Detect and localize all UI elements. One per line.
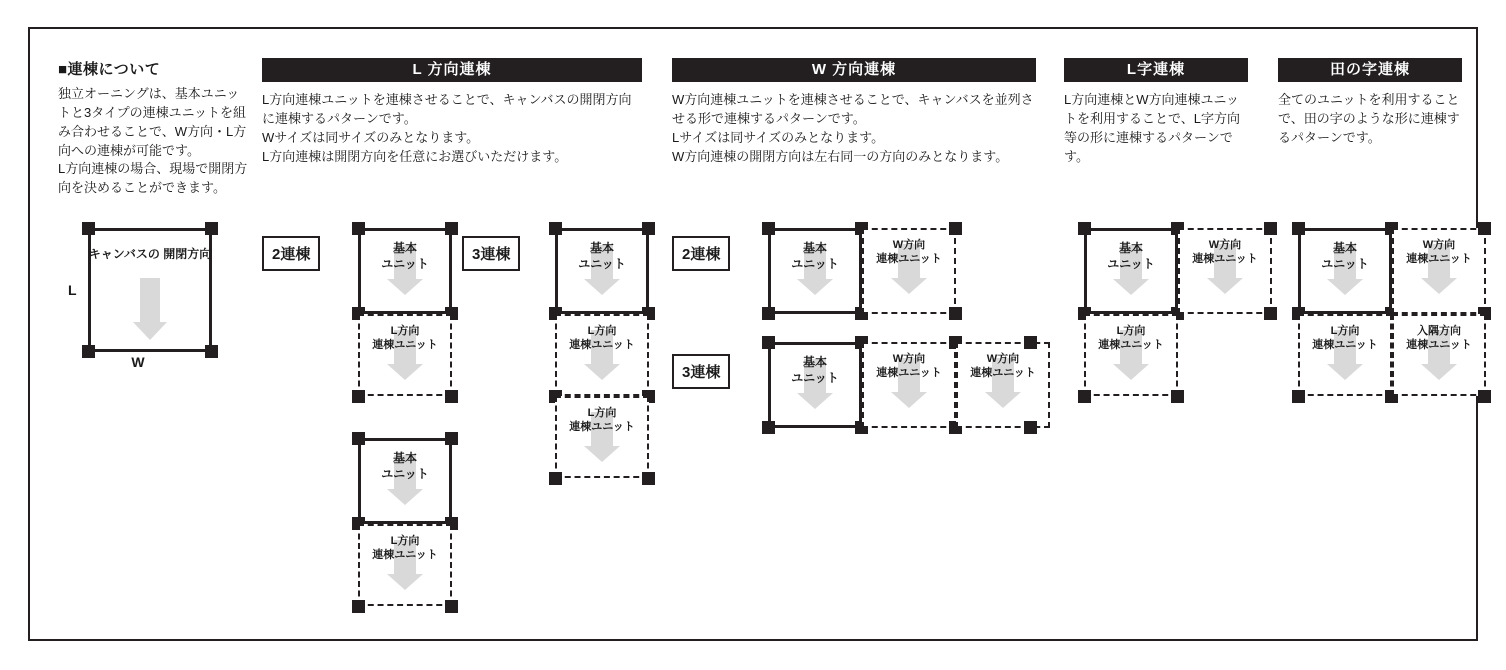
post-corner-icon [642,472,655,485]
unit-label: 基本 ユニット [381,241,429,271]
unit-l-direction-l3-b [555,396,649,478]
basic-unit-diagram [66,220,216,380]
unit-label: 基本 ユニット [791,241,839,271]
unit-label: L方向 連棟ユニット [1098,325,1164,352]
column-l-title: L 方向連棟 [262,58,642,82]
down-arrow-icon [128,278,172,340]
l-shape-patterns [1078,228,1268,408]
intro-column [58,58,248,380]
post-corner-icon [1478,390,1491,403]
unit-label: 基本 ユニット [1321,241,1369,271]
l-direction-patterns [262,228,642,608]
unit-l-direction-grid [1298,314,1392,396]
badge-2-renntou-l: 2連棟 [262,236,320,271]
column-w-description: W方向連棟ユニットを連棟させることで、キャンバスを並列させる形で連棟するパターンです。 Lサイズは同サイズのみとなります。 W方向連棟の開閉方向は左右同一の方向のみとなります。 [672,92,1034,164]
unit-basic-grid [1298,228,1392,314]
badge-3-renntou-l: 3連棟 [462,236,520,271]
post-corner-icon [82,222,95,235]
post-corner-icon [445,390,458,403]
column-grid-shape [1278,58,1462,148]
intro-body [58,85,248,198]
unit-label: 基本 ユニット [578,241,626,271]
column-w-title: W 方向連棟 [672,58,1036,82]
unit-basic-w2 [768,228,862,314]
unit-label: W方向 連棟ユニット [1406,239,1472,266]
unit-w-direction-w2 [862,228,956,314]
post-corner-icon [205,222,218,235]
post-corner-icon [1024,421,1037,434]
unit-l-direction-l3-a [555,314,649,396]
column-l-shape-description: L方向連棟とW方向連棟ユニットを利用することで、L字方向等の形に連棟するパターンです。 [1064,92,1240,164]
unit-inner-corner-grid [1392,314,1486,396]
dimension-label-w: W [131,354,145,371]
dimension-label-l: L [68,282,77,299]
unit-w-direction-w3-a [862,342,956,428]
intro-heading: ■連棟について [58,61,161,78]
column-l-description: L方向連棟ユニットを連棟させることで、キャンバスの開閉方向に連棟するパターンです。 Wサイズは同サイズのみとなります。 L方向連棟は開閉方向を任意にお選びいただけます。 [262,92,632,164]
post-corner-icon [1292,390,1305,403]
post-corner-icon [205,345,218,358]
post-corner-icon [352,600,365,613]
intro-paragraph-1: 独立オーニングは、基本ユニットと3タイプの連棟ユニットを組み合わせることで、W方向・L方向への連棟が可能です。 [58,86,247,158]
post-corner-icon [949,307,962,320]
unit-label: W方向 連棟ユニット [876,353,942,380]
column-l-direction [262,58,642,166]
canvas-direction-label: キャンバスの 開閉方向 [88,247,212,262]
post-corner-icon [1171,390,1184,403]
unit-label: L方向 連棟ユニット [372,535,438,562]
post-corner-icon [352,390,365,403]
unit-label: W方向 連棟ユニット [970,353,1036,380]
w-direction-patterns [672,228,1036,428]
post-corner-icon [762,421,775,434]
unit-basic-lshape [1084,228,1178,314]
unit-label: 基本 ユニット [791,355,839,385]
unit-label: L方向 連棟ユニット [1312,325,1378,352]
badge-2-renntou-w: 2連棟 [672,236,730,271]
unit-label: 基本 ユニット [1107,241,1155,271]
unit-basic-l-extra [358,438,452,524]
unit-label: 入隅方向 連棟ユニット [1406,325,1472,352]
column-l-shape [1064,58,1248,166]
unit-label: 基本 ユニット [381,451,429,481]
badge-3-renntou-w: 3連棟 [672,354,730,389]
post-corner-icon [1078,390,1091,403]
column-grid-shape-title: 田の字連棟 [1278,58,1462,82]
post-corner-icon [762,307,775,320]
unit-w-direction-grid [1392,228,1486,314]
unit-basic-l2 [358,228,452,314]
unit-basic-w3 [768,342,862,428]
unit-label: W方向 連棟ユニット [876,239,942,266]
unit-label: L方向 連棟ユニット [372,325,438,352]
unit-label: W方向 連棟ユニット [1192,239,1258,266]
unit-l-direction-lshape [1084,314,1178,396]
unit-basic-l3 [555,228,649,314]
post-corner-icon [549,472,562,485]
post-corner-icon [445,600,458,613]
unit-w-direction-lshape [1178,228,1272,314]
unit-l-direction-l2 [358,314,452,396]
intro-paragraph-2: L方向連棟の場合、現場で開閉方向を決めることができます。 [58,161,248,196]
column-grid-shape-description: 全てのユニットを利用することで、田の字のような形に連棟するパターンです。 [1278,92,1460,145]
column-w-direction [672,58,1036,166]
unit-w-direction-w3-b [956,342,1050,428]
unit-label: L方向 連棟ユニット [569,407,635,434]
grid-shape-patterns [1292,228,1482,408]
post-corner-icon [1264,307,1277,320]
column-l-shape-title: L字連棟 [1064,58,1248,82]
unit-l-direction-l-extra [358,524,452,606]
post-corner-icon [82,345,95,358]
unit-label: L方向 連棟ユニット [569,325,635,352]
